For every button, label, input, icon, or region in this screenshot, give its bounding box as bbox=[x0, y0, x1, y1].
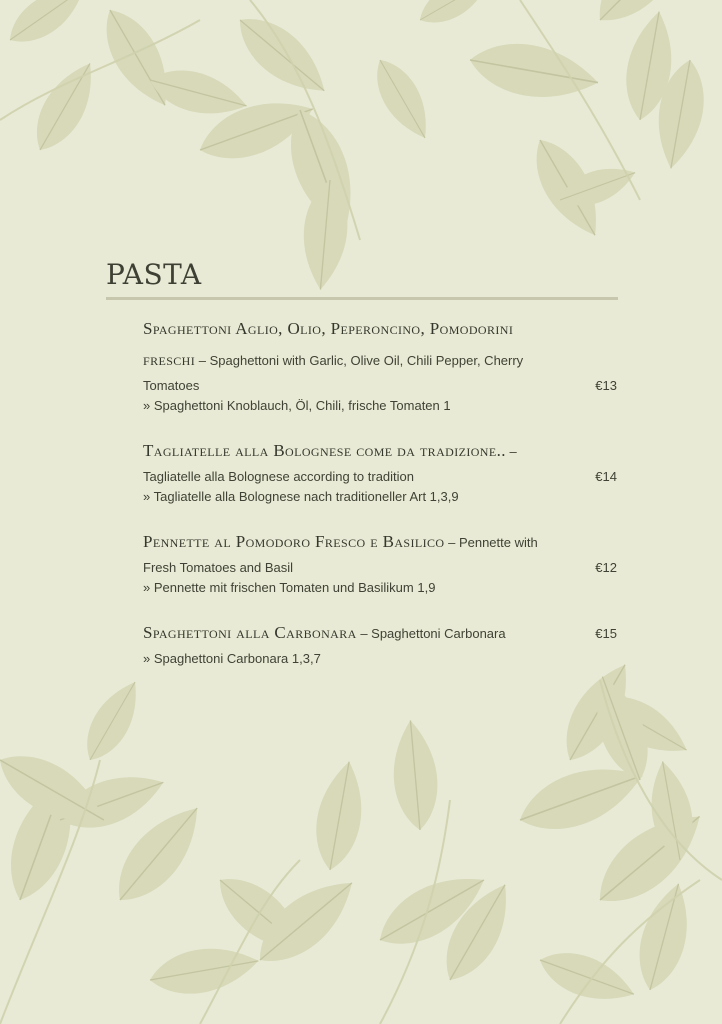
menu-item-name bbox=[143, 527, 617, 558]
menu-item-name bbox=[143, 618, 506, 649]
dish-price: €14 bbox=[595, 469, 617, 484]
section-title: PASTA bbox=[106, 258, 202, 291]
dish-german-translation: » Spaghettoni Carbonara 1,3,7 bbox=[143, 651, 321, 666]
dish-description: – Pennette with bbox=[444, 535, 538, 550]
menu-item-line bbox=[143, 467, 617, 487]
dish-price: €15 bbox=[595, 626, 617, 641]
menu-item-name bbox=[143, 436, 617, 467]
menu-list bbox=[143, 314, 617, 689]
dish-name-cont: freschi bbox=[143, 350, 196, 369]
dish-dash: – bbox=[505, 444, 517, 459]
dish-german-translation: » Pennette mit frischen Tomaten und Basilikum 1,9 bbox=[143, 580, 436, 595]
menu-item-name-cont bbox=[143, 345, 617, 376]
dish-name: Spaghettoni Aglio, Olio, Peperoncino, Pomodorini bbox=[143, 319, 514, 338]
menu-item bbox=[143, 314, 617, 416]
dish-description-cont: Tomatoes bbox=[143, 378, 200, 393]
menu-item bbox=[143, 436, 617, 507]
dish-german-translation: » Tagliatelle alla Bolognese nach traditioneller Art 1,3,9 bbox=[143, 489, 459, 504]
menu-item-line bbox=[143, 618, 617, 649]
dish-name: Spaghettoni alla Carbonara bbox=[143, 623, 357, 642]
menu-item bbox=[143, 618, 617, 669]
menu-item-line bbox=[143, 558, 617, 578]
dish-description: Tagliatelle alla Bolognese according to tradition bbox=[143, 469, 415, 484]
dish-name: Pennette al Pomodoro Fresco e Basilico bbox=[143, 532, 445, 551]
dish-price: €12 bbox=[595, 560, 617, 575]
dish-description-cont: Fresh Tomatoes and Basil bbox=[143, 560, 294, 575]
menu-item bbox=[143, 527, 617, 598]
dish-description: – Spaghettoni Carbonara bbox=[356, 626, 506, 641]
dish-name: Tagliatelle alla Bolognese come da tradizione.. bbox=[143, 441, 506, 460]
menu-item-line bbox=[143, 376, 617, 396]
dish-german-translation: » Spaghettoni Knoblauch, Öl, Chili, frische Tomaten 1 bbox=[143, 398, 451, 413]
dish-description: – Spaghettoni with Garlic, Olive Oil, Chili Pepper, Cherry bbox=[195, 353, 524, 368]
title-divider bbox=[106, 297, 618, 300]
menu-item-name bbox=[143, 314, 617, 345]
dish-price: €13 bbox=[595, 378, 617, 393]
